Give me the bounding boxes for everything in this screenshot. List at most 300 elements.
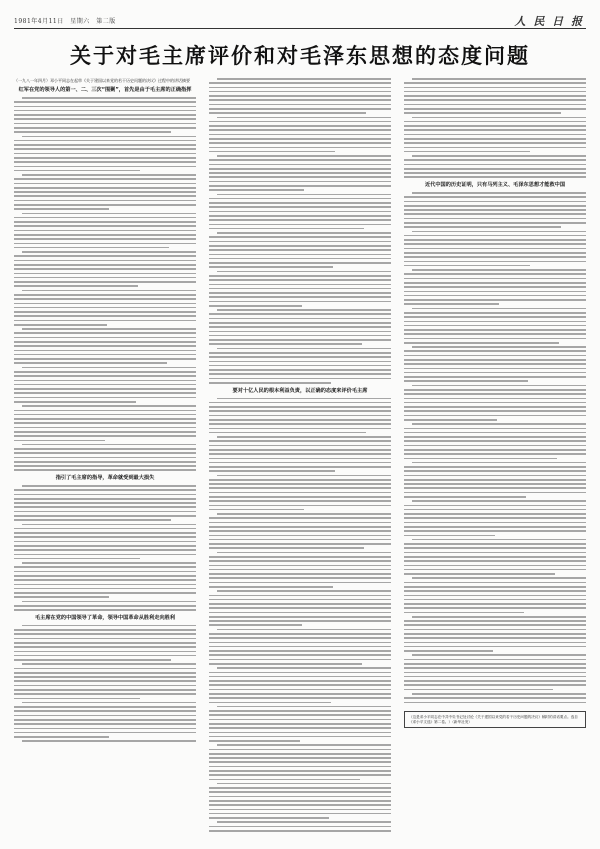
text-line xyxy=(404,321,586,323)
text-line xyxy=(404,299,586,301)
text-line xyxy=(209,95,391,97)
text-line xyxy=(209,517,391,519)
text-line xyxy=(404,556,586,558)
text-line xyxy=(217,475,391,477)
text-line xyxy=(217,667,391,669)
text-line xyxy=(209,423,391,425)
text-line xyxy=(14,264,196,266)
text-line xyxy=(209,560,391,562)
text-line xyxy=(14,448,196,450)
text-line xyxy=(404,312,586,314)
text-line xyxy=(209,365,391,367)
text-line xyxy=(404,492,586,494)
text-line xyxy=(209,796,391,798)
text-line xyxy=(209,710,391,712)
text-line xyxy=(209,496,391,498)
text-line xyxy=(209,633,391,635)
text-line xyxy=(209,586,333,588)
text-line xyxy=(209,505,391,507)
text-line xyxy=(209,378,391,380)
text-line xyxy=(404,256,586,258)
text-line xyxy=(209,779,360,781)
text-line xyxy=(22,485,196,487)
text-line xyxy=(412,231,586,233)
text-line xyxy=(217,436,391,438)
text-line xyxy=(22,524,196,526)
text-line xyxy=(22,251,196,253)
text-line xyxy=(14,659,171,661)
text-line xyxy=(209,142,391,144)
text-line xyxy=(14,676,196,678)
column-3 xyxy=(404,78,586,833)
text-line xyxy=(404,436,586,438)
text-line xyxy=(404,620,586,622)
text-line xyxy=(209,736,391,738)
text-line xyxy=(412,654,586,656)
text-line xyxy=(404,560,586,562)
text-line xyxy=(404,573,555,575)
text-line xyxy=(14,380,196,382)
text-line xyxy=(14,633,196,635)
text-line xyxy=(22,213,196,215)
text-line xyxy=(209,817,329,819)
text-line xyxy=(14,414,196,416)
text-line xyxy=(412,269,586,271)
text-line xyxy=(14,545,196,547)
text-line xyxy=(14,435,196,437)
text-line xyxy=(22,625,196,627)
text-line xyxy=(209,168,391,170)
text-line xyxy=(209,556,391,558)
text-line xyxy=(14,629,196,631)
text-line xyxy=(209,313,391,315)
text-line xyxy=(14,191,196,193)
article-body xyxy=(14,78,586,833)
text-line xyxy=(209,595,391,597)
text-line xyxy=(22,444,196,446)
text-line xyxy=(404,235,586,237)
text-line xyxy=(404,265,530,267)
text-line xyxy=(14,140,196,142)
text-line xyxy=(404,142,586,144)
text-line xyxy=(209,402,391,404)
text-line xyxy=(404,526,586,528)
text-line xyxy=(412,616,586,618)
column-1-text xyxy=(14,97,196,471)
text-line xyxy=(404,125,586,127)
text-line xyxy=(209,185,391,187)
text-line xyxy=(14,397,196,399)
text-line xyxy=(209,727,391,729)
text-line xyxy=(217,513,391,515)
text-line xyxy=(14,225,196,227)
text-line xyxy=(209,577,391,579)
text-line xyxy=(209,108,391,110)
text-line xyxy=(14,494,196,496)
text-line xyxy=(404,428,586,430)
text-line xyxy=(404,582,586,584)
date-line: 1981年4月11日 星期六 第二版 xyxy=(14,18,116,25)
text-line xyxy=(209,206,391,208)
text-line xyxy=(209,740,300,742)
text-line xyxy=(209,449,391,451)
text-line xyxy=(404,410,586,412)
text-line xyxy=(14,178,196,180)
text-line xyxy=(209,202,391,204)
text-line xyxy=(209,352,391,354)
text-line xyxy=(14,277,196,279)
text-line xyxy=(14,536,196,538)
text-line xyxy=(209,509,304,511)
text-line xyxy=(14,584,196,586)
text-line xyxy=(404,522,586,524)
text-line xyxy=(404,87,586,89)
text-line xyxy=(209,288,391,290)
text-line xyxy=(404,278,586,280)
text-line xyxy=(404,329,586,331)
text-line xyxy=(404,282,586,284)
text-line xyxy=(404,530,586,532)
text-line xyxy=(14,655,196,657)
text-line xyxy=(209,676,391,678)
text-line xyxy=(404,646,586,648)
text-line xyxy=(14,605,196,607)
text-line xyxy=(14,401,136,403)
text-line xyxy=(404,509,586,511)
text-line xyxy=(217,309,391,311)
column-1-text-b xyxy=(14,485,196,611)
text-line xyxy=(14,532,196,534)
text-line xyxy=(209,680,391,682)
text-line xyxy=(209,279,391,281)
text-line xyxy=(209,410,391,412)
text-line xyxy=(404,243,586,245)
text-line xyxy=(217,155,391,157)
text-line xyxy=(209,732,391,734)
text-line xyxy=(14,303,196,305)
text-line xyxy=(209,770,391,772)
text-line xyxy=(209,458,391,460)
text-line xyxy=(14,465,196,467)
text-line xyxy=(14,144,196,146)
text-line xyxy=(209,331,391,333)
text-line xyxy=(14,153,196,155)
text-line xyxy=(404,672,586,674)
text-line xyxy=(404,393,586,395)
text-line xyxy=(404,629,586,631)
text-line xyxy=(209,565,391,567)
text-line xyxy=(209,689,391,691)
text-line xyxy=(209,147,391,149)
text-line xyxy=(404,470,586,472)
text-line xyxy=(209,181,391,183)
text-line xyxy=(14,307,196,309)
text-line xyxy=(412,155,586,157)
text-line xyxy=(14,575,196,577)
text-line xyxy=(14,127,196,129)
text-line xyxy=(22,367,196,369)
text-line xyxy=(412,500,586,502)
text-line xyxy=(404,637,586,639)
text-line xyxy=(14,337,196,339)
text-line xyxy=(404,543,586,545)
text-line xyxy=(404,218,586,220)
text-line xyxy=(404,239,586,241)
text-line xyxy=(209,284,391,286)
text-line xyxy=(404,449,586,451)
text-line xyxy=(14,680,196,682)
text-line xyxy=(217,744,391,746)
text-line xyxy=(209,569,391,571)
text-line xyxy=(14,384,196,386)
text-line xyxy=(404,565,586,567)
text-line xyxy=(14,519,171,521)
column-3-text-b xyxy=(404,192,586,703)
article-lead: （一九八一年四月）邓小平同志在起草《关于建国以来党的若干历史问题的决议》过程中的讲话摘要 xyxy=(14,78,190,83)
text-line xyxy=(404,95,586,97)
text-line xyxy=(209,112,366,114)
text-line xyxy=(14,498,196,500)
text-line xyxy=(412,423,586,425)
text-line xyxy=(14,131,171,133)
text-line xyxy=(14,515,196,517)
text-line xyxy=(209,757,391,759)
text-line xyxy=(14,170,140,172)
text-line xyxy=(209,305,302,307)
text-line xyxy=(14,571,196,573)
text-line xyxy=(22,562,196,564)
text-line xyxy=(14,642,196,644)
text-line xyxy=(404,372,586,374)
text-line xyxy=(404,419,497,421)
text-line xyxy=(209,224,391,226)
subhead-5: 近代中国的历史证明，只有马列主义、毛泽东思想才能救中国 xyxy=(424,182,566,189)
text-line xyxy=(14,243,196,245)
text-line xyxy=(14,204,196,206)
text-line xyxy=(22,702,196,704)
text-line xyxy=(412,539,586,541)
text-line xyxy=(217,590,391,592)
text-line xyxy=(14,431,196,433)
text-line xyxy=(14,502,196,504)
text-line xyxy=(209,650,391,652)
text-line xyxy=(209,500,391,502)
text-line xyxy=(209,415,391,417)
text-line xyxy=(404,355,586,357)
text-line xyxy=(14,489,196,491)
text-line xyxy=(209,547,364,549)
text-line xyxy=(209,684,391,686)
text-line xyxy=(404,676,586,678)
text-line xyxy=(14,183,196,185)
text-line xyxy=(209,462,391,464)
text-line xyxy=(217,348,391,350)
text-line xyxy=(14,247,169,249)
text-line xyxy=(404,151,530,153)
text-line xyxy=(404,104,586,106)
text-line xyxy=(14,549,196,551)
text-line xyxy=(404,689,553,691)
text-line xyxy=(14,672,196,674)
text-line xyxy=(404,663,586,665)
text-line xyxy=(209,275,391,277)
text-line xyxy=(217,194,391,196)
text-line xyxy=(14,528,196,530)
text-line xyxy=(209,654,391,656)
text-line xyxy=(412,346,586,348)
text-line xyxy=(14,324,107,326)
subhead-2: 指引了毛主席的指导，革命就受到最大损失 xyxy=(55,475,155,482)
text-line xyxy=(14,719,196,721)
text-line xyxy=(14,554,196,556)
text-line xyxy=(404,291,586,293)
text-line xyxy=(209,318,391,320)
text-line xyxy=(209,620,391,622)
text-line xyxy=(209,672,391,674)
text-line xyxy=(209,361,391,363)
text-line xyxy=(404,432,586,434)
text-line xyxy=(209,761,391,763)
text-line xyxy=(404,483,586,485)
text-line xyxy=(412,117,586,119)
text-line xyxy=(209,599,391,601)
text-line xyxy=(209,339,391,341)
text-line xyxy=(209,382,331,384)
text-line xyxy=(217,821,391,823)
text-line xyxy=(209,663,362,665)
paper-name: 人 民 日 报 xyxy=(514,15,584,28)
text-line xyxy=(209,526,391,528)
text-line xyxy=(209,121,391,123)
text-line xyxy=(209,369,391,371)
text-line xyxy=(209,642,391,644)
text-line xyxy=(412,462,586,464)
text-line xyxy=(404,599,586,601)
text-line xyxy=(209,198,391,200)
text-line xyxy=(404,159,586,161)
text-line xyxy=(209,723,391,725)
text-line xyxy=(404,172,586,174)
text-line xyxy=(209,322,391,324)
text-line xyxy=(404,295,586,297)
text-line xyxy=(209,254,391,256)
text-line xyxy=(209,219,391,221)
text-line xyxy=(404,99,586,101)
text-line xyxy=(22,663,196,665)
text-line xyxy=(209,87,391,89)
text-line xyxy=(404,453,586,455)
text-line xyxy=(404,273,586,275)
text-line xyxy=(404,164,586,166)
text-line xyxy=(209,466,391,468)
text-line xyxy=(217,232,391,234)
text-line xyxy=(14,706,196,708)
text-line xyxy=(14,118,196,120)
text-line xyxy=(14,375,196,377)
text-line xyxy=(14,358,196,360)
text-line xyxy=(209,236,391,238)
text-line xyxy=(14,609,196,611)
text-line xyxy=(217,706,391,708)
text-line xyxy=(404,659,586,661)
text-line xyxy=(209,335,391,337)
text-line xyxy=(14,723,196,725)
text-line xyxy=(404,112,561,114)
text-line xyxy=(14,668,196,670)
text-line xyxy=(14,592,196,594)
text-line xyxy=(14,106,196,108)
text-line xyxy=(22,97,196,99)
text-line xyxy=(404,316,586,318)
text-line xyxy=(22,136,196,138)
text-line xyxy=(404,535,495,537)
text-line xyxy=(14,345,196,347)
text-line xyxy=(14,728,196,730)
text-line xyxy=(209,172,391,174)
text-line xyxy=(14,161,196,163)
text-line xyxy=(209,573,391,575)
text-line xyxy=(14,596,109,598)
text-line xyxy=(404,633,586,635)
text-line xyxy=(14,427,196,429)
text-line xyxy=(209,470,335,472)
text-line xyxy=(209,830,391,832)
text-line xyxy=(209,804,391,806)
text-line xyxy=(217,117,391,119)
text-line xyxy=(404,129,586,131)
text-line xyxy=(209,749,391,751)
text-line xyxy=(209,343,362,345)
text-line xyxy=(14,217,196,219)
text-line xyxy=(14,187,196,189)
text-line xyxy=(209,373,391,375)
text-line xyxy=(14,298,196,300)
text-line xyxy=(209,245,391,247)
text-line xyxy=(404,702,586,704)
text-line xyxy=(404,402,586,404)
text-line xyxy=(404,612,524,614)
text-line xyxy=(14,208,109,210)
text-line xyxy=(14,157,196,159)
text-line xyxy=(404,108,586,110)
text-line xyxy=(14,311,196,313)
text-line xyxy=(14,422,196,424)
text-line xyxy=(404,333,586,335)
text-line xyxy=(14,732,196,734)
text-line xyxy=(404,642,586,644)
text-line xyxy=(404,205,586,207)
text-line xyxy=(14,354,196,356)
text-line xyxy=(14,418,196,420)
text-line xyxy=(404,505,586,507)
text-line xyxy=(404,363,586,365)
text-line xyxy=(404,213,586,215)
text-line xyxy=(404,168,586,170)
text-line xyxy=(404,590,586,592)
headline: 关于对毛主席评价和对毛泽东思想的态度问题 xyxy=(70,44,530,68)
text-line xyxy=(209,91,391,93)
text-line xyxy=(22,328,196,330)
text-line xyxy=(209,582,391,584)
text-line xyxy=(14,281,196,283)
text-line xyxy=(14,506,196,508)
text-line xyxy=(209,82,391,84)
text-line xyxy=(209,104,391,106)
text-line xyxy=(14,255,196,257)
text-line xyxy=(404,458,557,460)
text-line xyxy=(404,325,586,327)
text-line xyxy=(404,368,586,370)
